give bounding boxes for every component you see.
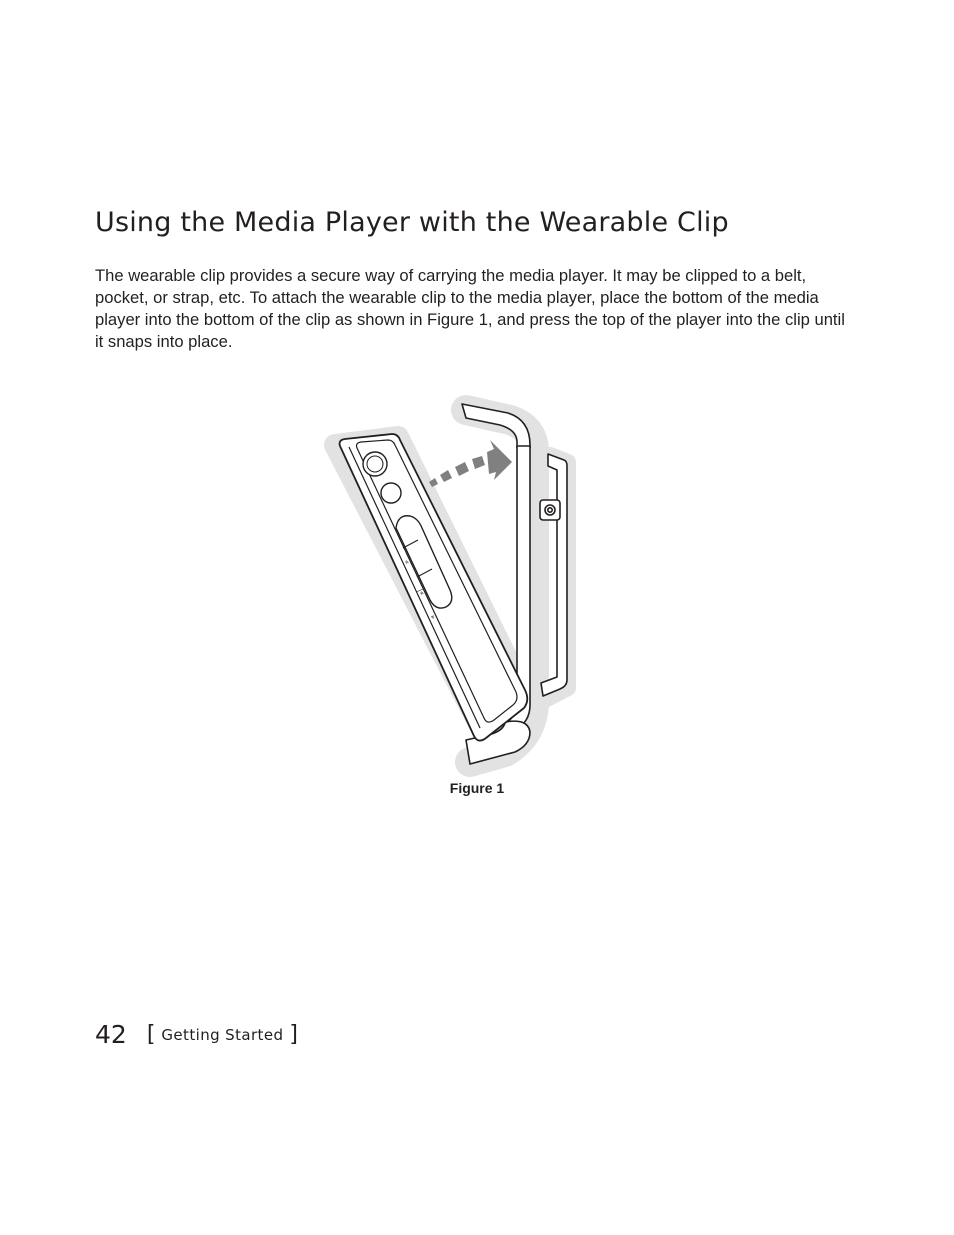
play-button [381,483,401,503]
open-bracket: [ [146,1021,156,1047]
motion-arrow [429,440,512,487]
page-footer [95,1016,298,1052]
figure-caption: Figure 1 [449,780,505,796]
body-paragraph: The wearable clip provides a secure way of carrying the media player. It may be clipped to a belt, pocket, or strap, etc. To attach the wearable clip to the media player, place the bottom of the media player into the bottom of the clip as shown in Figure 1, and press the top of the player into the clip until it snaps into place. [95,266,845,351]
page-title: Using the Media Player with the Wearable Clip [95,207,729,238]
page-number: 42 [95,1019,127,1049]
svg-text:«: « [402,558,412,566]
svg-text:»: » [428,613,438,621]
close-bracket: ] [289,1021,298,1047]
section-name: Getting Started [161,1026,284,1044]
figure-illustration [320,390,590,780]
svg-text:|«: |« [416,587,427,597]
